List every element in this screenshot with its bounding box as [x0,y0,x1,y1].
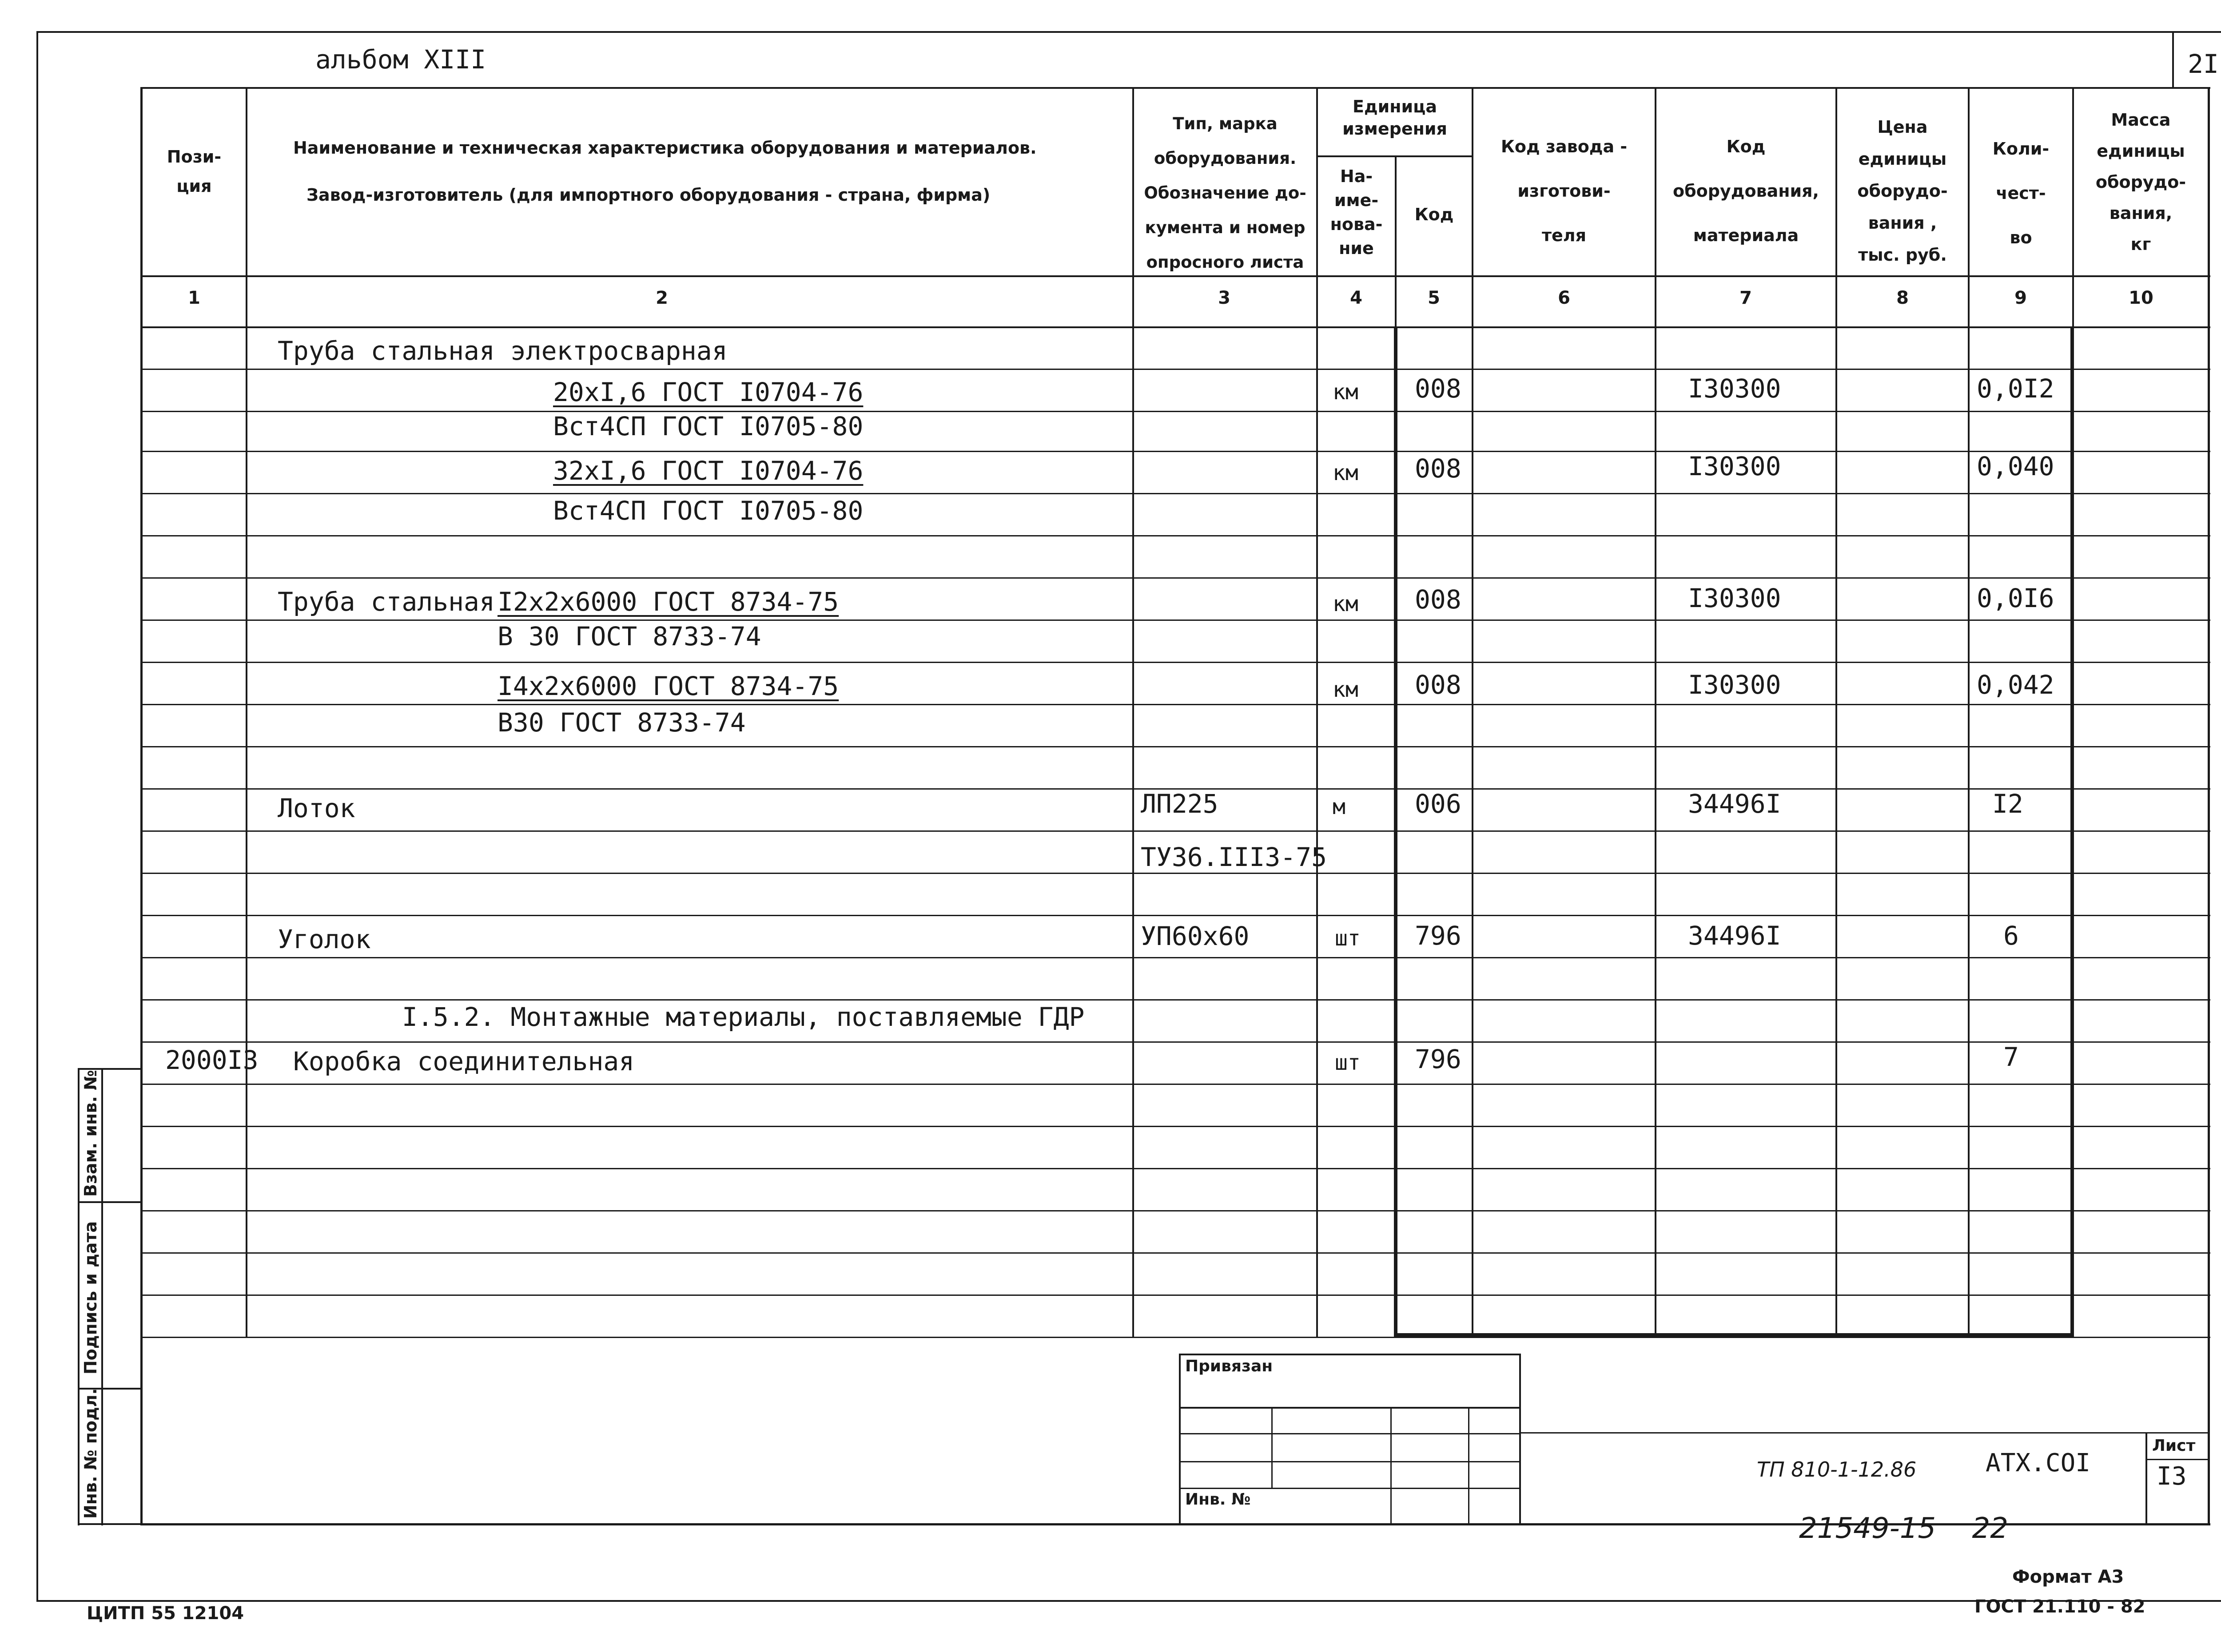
col-line-7 [1835,87,1837,1337]
item-type: УП60х60 [1141,921,1250,951]
unit-group-sep [1316,155,1473,157]
stamp-privyazan: Привязан [1185,1357,1273,1375]
stamp-box-line2 [1179,1433,1521,1434]
item-material-code: 34496I [1688,789,1781,819]
column-number: 2 [656,288,668,308]
item-name: 20хI,6 ГОСТ I0704-76 [553,377,864,407]
header-col3: Тип, марка оборудования. Обозначение до- кумента и номер опросного листа [1144,114,1306,272]
item-name: В 30 ГОСТ 8733-74 [498,621,761,651]
stamp-box-line3 [1179,1461,1521,1462]
item-quantity: 7 [2003,1042,2019,1072]
item-name: Лоток [278,793,355,823]
item-quantity: 0,040 [1977,451,2054,481]
row-line [140,873,2210,874]
item-position: 2000I3 [165,1045,259,1075]
column-number: 3 [1218,288,1230,308]
header-col10: Масса единицы оборудо- вания, кг [2095,110,2186,254]
row-line [140,746,2210,747]
item-type: ТУ36.III3-75 [1141,842,1327,872]
side-strip-left [78,1068,80,1525]
col-line-1 [246,87,247,1337]
stamp-inv-no: Инв. № [1185,1490,1251,1509]
item-quantity: 0,042 [1977,670,2054,700]
row-line [140,1210,2210,1211]
col-line-5 [1472,87,1473,1337]
item-material-code: I30300 [1688,373,1781,404]
handwritten-number: 21549-15 22 [1799,1512,2008,1545]
row-line [140,704,2210,705]
print-label: ЦИТП 55 12104 [87,1603,244,1624]
item-name: 32хI,6 ГОСТ I0704-76 [553,456,864,486]
header-unit-group: Единица измерения [1342,97,1447,139]
column-number: 4 [1350,288,1362,308]
header-col6: Код завода - изготови- теля [1501,137,1628,245]
item-name: Вст4СП ГОСТ I0705-80 [553,411,864,441]
format-label: Формат А3 [2012,1567,2124,1587]
table-right [2208,87,2210,1525]
item-code: 008 [1415,453,1461,484]
album-label: альбом XIII [315,44,486,75]
row-line [140,1126,2210,1127]
side-label-signature-date: Подпись и дата [81,1221,100,1374]
row-line [140,957,2210,958]
item-unit: шт [1335,926,1361,951]
item-quantity: I2 [1992,789,2023,819]
section-heading: I.5.2. Монтажные материалы, поставляемые ГДР [402,1002,1085,1032]
item-unit: км [1333,592,1358,616]
col-line-3 [1316,87,1318,1337]
item-code: 008 [1415,584,1461,615]
row-line [140,493,2210,494]
item-material-code: I30300 [1688,583,1781,613]
header-col2: Наименование и техническая характеристика оборудования и материалов. Завод-изготовитель (для импортного оборудования - страна, фирма) [293,138,1037,205]
item-material-code: I30300 [1688,670,1781,700]
stamp-sheet-number: I3 [2157,1462,2187,1491]
row-line [140,662,2210,663]
gost-label: ГОСТ 21.110 - 82 [1974,1596,2145,1617]
item-name: Труба стальная [278,587,495,617]
row-line [140,620,2210,621]
row-line [140,577,2210,579]
row-line [140,830,2210,832]
item-name: Труба стальная электросварная [278,336,728,366]
item-quantity: 0,0I2 [1977,373,2054,404]
row-line [140,411,2210,412]
stamp-box-line4 [1179,1488,1521,1489]
row-line [140,369,2210,370]
item-quantity: 0,0I6 [1977,583,2054,613]
item-unit: шт [1335,1050,1361,1075]
outer-frame-bottom [36,1600,2221,1602]
sheet-box-sep [2145,1459,2209,1460]
item-code: 008 [1415,373,1461,404]
item-type: ЛП225 [1141,789,1218,819]
side-strip-mid [101,1068,103,1525]
column-number: 9 [2014,288,2027,308]
col-line-2 [1132,87,1134,1337]
item-quantity: 6 [2003,921,2019,951]
row-line [140,451,2210,452]
header-col7: Код оборудования, материала [1673,137,1819,245]
header-col5: Код [1414,205,1454,224]
item-material-code: I30300 [1688,451,1781,481]
column-number: 6 [1558,288,1570,308]
stamp-box-v2 [1390,1407,1392,1525]
table-top [140,87,2210,89]
header-col8: Цена единицы оборудо- вания , тыс. руб. [1857,117,1948,265]
column-number: 10 [2129,288,2153,308]
item-name: Коробка соединительная [293,1046,635,1076]
rows-bottom [140,1337,2210,1338]
row-line [140,1084,2210,1085]
side-strip-bottom [78,1523,142,1525]
item-spec: I2х2х6000 ГОСТ 8734-75 [498,587,839,617]
item-code: 008 [1415,670,1461,700]
item-code: 006 [1415,789,1461,819]
item-name: Вст4СП ГОСТ I0705-80 [553,496,864,526]
row-line [140,1168,2210,1169]
item-material-code: 34496I [1688,921,1781,951]
item-unit: км [1333,380,1358,405]
side-strip-sep1 [78,1201,142,1203]
item-code: 796 [1415,921,1461,951]
row-line [140,1041,2210,1043]
table-left [140,87,143,1525]
row-line [140,535,2210,536]
column-number: 5 [1428,288,1440,308]
stamp-doc-code: ТП 810-1-12.86 [1757,1457,1917,1481]
numbers-bottom [140,326,2210,328]
outer-frame-left [36,31,38,1601]
item-unit: км [1333,677,1358,702]
item-code: 796 [1415,1044,1461,1074]
sheet-box-left [2145,1432,2147,1525]
page-number: 2I [2188,49,2219,79]
header-col1: Пози- ция [167,147,222,196]
stamp-sheet-label: Лист [2152,1437,2196,1455]
side-label-original-inv: Инв. № подл. [81,1388,100,1519]
row-line [140,915,2210,916]
item-name: В30 ГОСТ 8733-74 [498,707,746,738]
item-unit: км [1333,461,1358,485]
row-line [140,1252,2210,1254]
stamp-box-v3 [1468,1407,1469,1525]
row-line [140,1295,2210,1296]
row-line [140,999,2210,1001]
stamp-box-right [1519,1354,1521,1525]
item-unit: м [1333,794,1345,819]
column-number: 8 [1896,288,1909,308]
header-col4: На- име- нова- ние [1330,167,1383,258]
stamp-box-top [1179,1354,1521,1355]
page-box-left [2172,31,2174,89]
col-line-6 [1655,87,1656,1337]
title-block-top [1519,1432,2209,1434]
stamp-box-left [1179,1354,1181,1525]
outer-frame-top [36,31,2221,33]
item-name: I4х2х6000 ГОСТ 8734-75 [498,671,839,701]
header-col9: Коли- чест- во [1992,139,2050,247]
column-number: 1 [188,288,200,308]
column-number: 7 [1739,288,1752,308]
item-name: Уголок [278,924,371,954]
stamp-doc-mark: АТХ.СОI [1986,1449,2091,1477]
rows-bold-bottom [1394,1333,2074,1337]
col-line-8 [1968,87,1970,1337]
stamp-box-line1 [1179,1407,1521,1409]
stamp-box-v1 [1271,1407,1273,1489]
side-label-replacement-inv: Взам. инв. № [81,1070,100,1197]
